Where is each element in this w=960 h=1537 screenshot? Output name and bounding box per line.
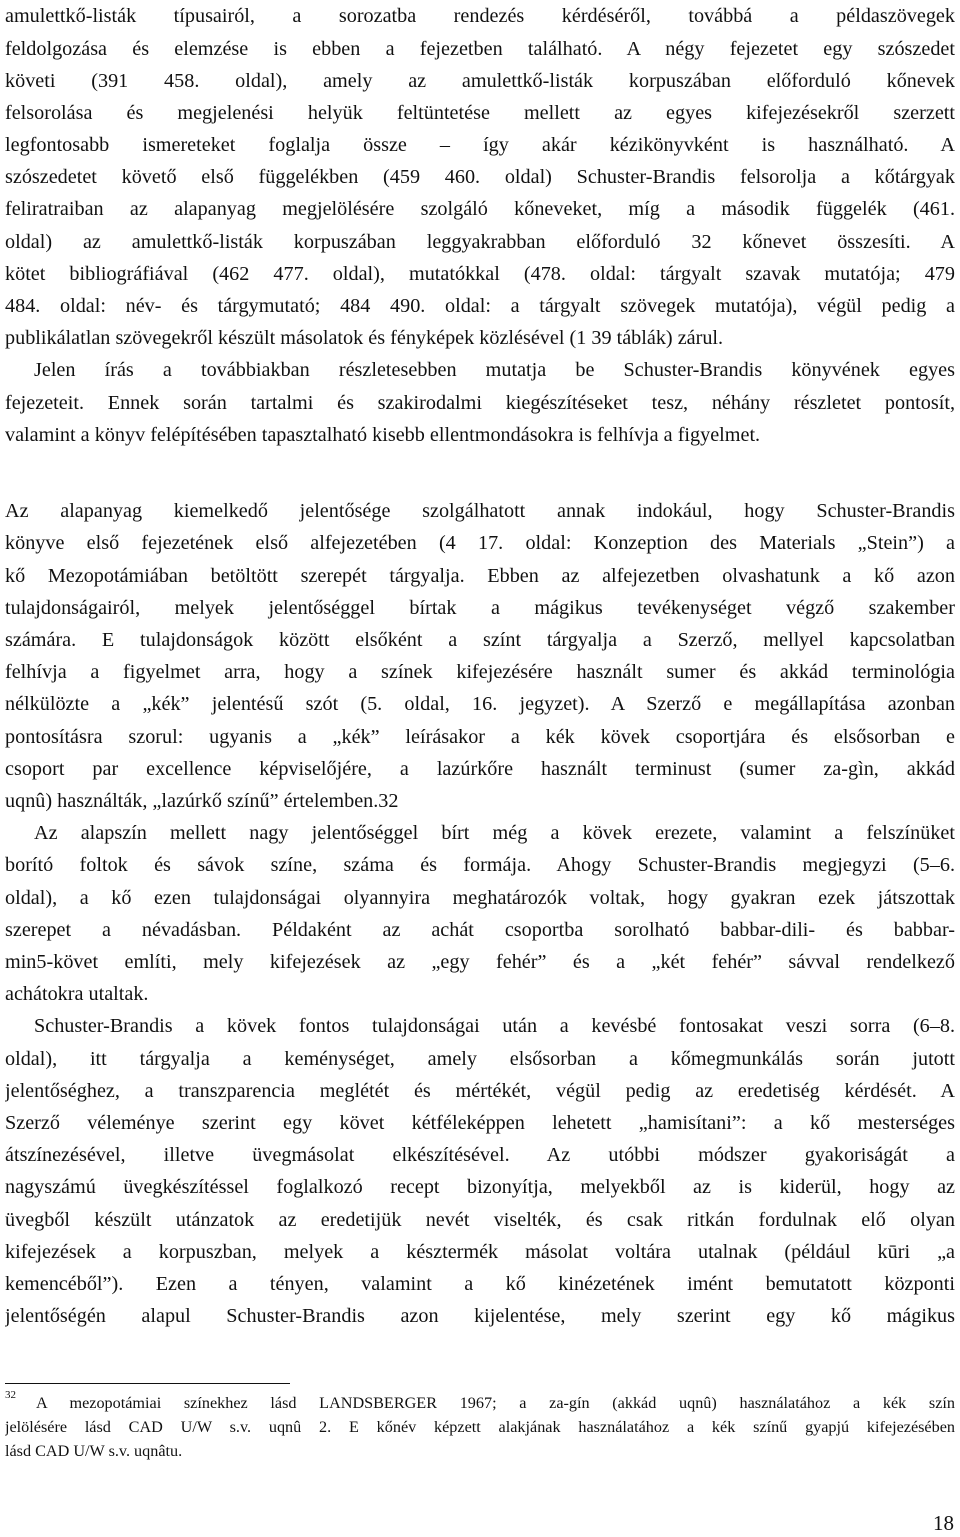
body-line: kötet bibliográfiával (462 477. oldal), mutatókkal (478. oldal: tárgyalt szavak mutatója; 479: [5, 263, 955, 285]
body-line: borító foltok és sávok színe, száma és formája. Ahogy Schuster-Brandis megjegyzi (5–6.: [5, 854, 955, 876]
body-line: követi (391 458. oldal), amely az amulettkő-listák korpuszában előforduló kőnevek: [5, 70, 955, 92]
body-line: Az alapszín mellett nagy jelentőséggel bírt még a kövek erezete, valamint a felszínüket: [34, 822, 955, 844]
body-line: csoport par excellence képviselőjére, a lazúrkőre használt terminust (sumer za-gìn, akkád: [5, 758, 955, 780]
footnote-number: 32: [5, 1389, 16, 1401]
body-line: oldal), itt tárgyalja a keménységet, amely elsősorban a kőmegmunkálás során jutott: [5, 1048, 955, 1070]
body-line: kemencéből”). Ezen a tényen, valamint a kő kinézetének imént bemutatott központi: [5, 1273, 955, 1295]
body-line: felsorolása és megjelenési helyük feltüntetése mellett az egyes kifejezésekről szerzett: [5, 102, 955, 124]
body-line: valamint a könyv felépítésében tapasztalható kisebb ellentmondásokra is felhívja a figyelmet.: [5, 424, 761, 446]
body-line: szerepet a névadásban. Példaként az achát csoportba sorolható babbar-dili- és babbar-: [5, 919, 955, 941]
body-line: legfontosabb ismereteket foglalja össze – így akár kézikönyvként is használható. A: [5, 134, 955, 156]
body-line: fejezeteit. Ennek során tartalmi és szakirodalmi kiegészítéseket tesz, néhány részletet pontosít,: [5, 392, 955, 414]
body-line: Szerző véleménye szerint egy követ kétféleképpen lehetett „hamisítani”: a kő mesterséges: [5, 1112, 955, 1134]
body-line: uqnû) használták, „lazúrkő színű” értelemben.32: [5, 790, 399, 812]
body-line: feldolgozása és elemzése is ebben a fejezetben található. A négy fejezetet egy szószedet: [5, 38, 955, 60]
body-line: nélkülözte a „kék” jelentésű szót (5. oldal, 16. jegyzet). A Szerző e megállapítása azonban: [5, 693, 955, 715]
body-line: felhívja a figyelmet arra, hogy a színek kifejezésére használt sumer és akkád terminológia: [5, 661, 955, 683]
body-line: pontosításra szorul: ugyanis a „kék” leírásakor a kék kövek csoportjára és elsősorban e: [5, 726, 955, 748]
footnote-line: A mezopotámiai színekhez lásd LANDSBERGER 1967; a za-gín (akkád uqnû) használatához a kék szín: [36, 1394, 955, 1412]
body-line: jelentőséghez, a transzparencia meglétét és mértékét, végül pedig az eredetiség kérdését. A: [5, 1080, 955, 1102]
body-line: tulajdonságairól, melyek jelentőséggel bírtak a mágikus tevékenységet végző szakember: [5, 597, 955, 619]
body-line: amulettkő-listák típusairól, a sorozatba rendezés kérdéséről, továbbá a példaszövegek: [5, 5, 955, 27]
body-line: jelentőségén alapul Schuster-Brandis azon kijelentése, mely szerint egy kő mágikus: [5, 1305, 955, 1327]
body-line: min5-követ említi, mely kifejezések az „egy fehér” és a „két fehér” sávval rendelkező: [5, 951, 955, 973]
body-line: nagyszámú üvegkészítéssel foglalkozó recept bizonyítja, melyekből az is kiderül, hogy az: [5, 1176, 955, 1198]
footnote-line: jelölésére lásd CAD U/W s.v. uqnû 2. E kőnév képzett alakjának használatához a kék színű gyapjú kifejezésében: [5, 1418, 955, 1436]
body-line: szószedetet követő első függelékben (459 460. oldal) Schuster-Brandis felsorolja a kőtárgyak: [5, 166, 955, 188]
body-line: átszínezésével, illetve üvegmásolat elkészítésével. Az utóbbi módszer gyakoriságát a: [5, 1144, 955, 1166]
page-number: 18: [933, 1511, 954, 1535]
footnote-separator: [5, 1383, 290, 1384]
body-line: könyve első fejezetének első alfejezetében (4 17. oldal: Konzeption des Materials „Stein”) a: [5, 532, 955, 554]
body-line: 484. oldal: név- és tárgymutató; 484 490. oldal: a tárgyalt szövegek mutatója), végül pedig a: [5, 295, 955, 317]
body-line: Schuster-Brandis a kövek fontos tulajdonságai után a kevésbé fontosakat veszi sorra (6–8.: [34, 1015, 955, 1037]
body-line: kifejezések a korpuszban, melyek a késztermék másolat voltára utalnak (például kūri „a: [5, 1241, 955, 1263]
body-line: Jelen írás a továbbiakban részletesebben mutatja be Schuster-Brandis könyvének egyes: [34, 359, 955, 381]
footnote-line: lásd CAD U/W s.v. uqnâtu.: [5, 1442, 183, 1460]
body-line: oldal), a kő ezen tulajdonságai olyannyira meghatározók voltak, hogy gyakran ezek játszottak: [5, 887, 955, 909]
body-line: feliratraiban az alapanyag megjelölésére szolgáló kőneveket, míg a második függelék (461.: [5, 198, 955, 220]
body-line: kő Mezopotámiában betöltött szerepét tárgyalja. Ebben az alfejezetben olvashatunk a kő azon: [5, 565, 955, 587]
body-line: Az alapanyag kiemelkedő jelentősége szolgálhatott annak indokául, hogy Schuster-Brandis: [5, 500, 955, 522]
body-line: számára. E tulajdonságok között elsőként a színt tárgyalja a Szerző, mellyel kapcsolatban: [5, 629, 955, 651]
body-line: üvegből készült utánzatok az eredetijük nevét viselték, és csak ritkán fordulnak elő olyan: [5, 1209, 955, 1231]
body-line: achátokra utaltak.: [5, 983, 149, 1005]
body-line: oldal) az amulettkő-listák korpuszában leggyakrabban előforduló 32 kőnevet összesíti. A: [5, 231, 955, 253]
body-line: publikálatlan szövegekről készült másolatok és fényképek közlésével (1 39 táblák) zárul.: [5, 327, 724, 349]
